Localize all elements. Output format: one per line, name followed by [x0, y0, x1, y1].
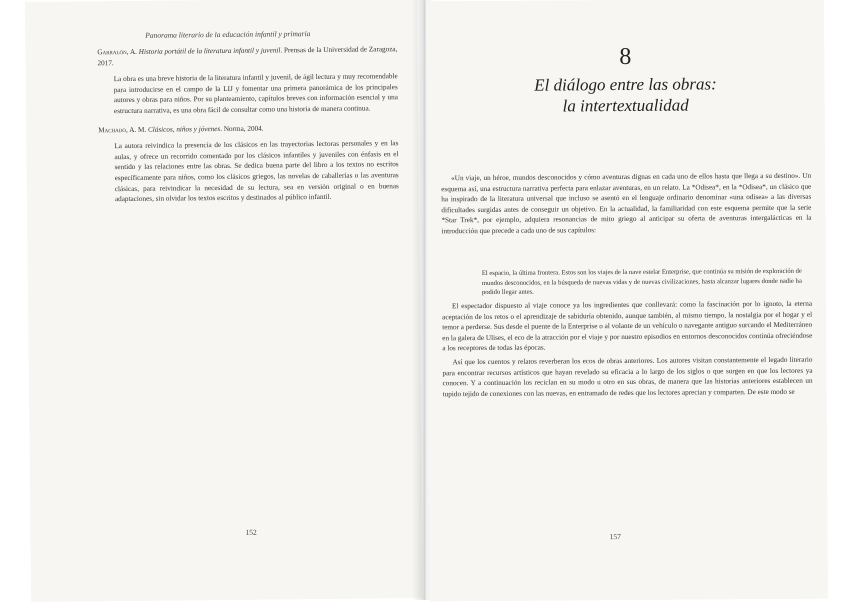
page-number: 157: [609, 532, 621, 542]
chapter-title-line-2: la intertextualidad: [562, 95, 689, 116]
reference-entry: [97, 44, 397, 68]
reference-title: Historia portátil de la literatura infantil y juvenil: [138, 46, 281, 56]
reference-title: Clásicos, niños y jóvenes: [147, 124, 221, 134]
body-paragraph: «Un viaje, un héroe, mundos desconocidos y cómo aventuras dignas en cada uno de ellos hasta que llega a su destino». Un esquema así, una estructura narrativa perfecta para enlazar aventuras, en un relato. La *Odisea*, en la *Odisea*, un clásico que ha inspirado de la literatura universal que incluso se asentó en el lenguaje ordinario denominar «una odisea» a las diversas dificultades surgidas antes de conseguir un objetivo. En la actualidad, la familiaridad con este esquema permite que la serie *Star Trek*, por ejemplo, adquiera resonancias de mito griego al anticipar su oferta de aventuras intergalácticas en la introducción que precede a cada uno de sus capítulos:: [441, 171, 812, 236]
block-quote: El espacio, la última frontera. Estos son los viajes de la nave estelar Enterprise, que continúa su misión de exploración de mundos desconocidos, en la búsqueda de nuevas vidas y de nuevas civilizaciones, hasta alcanzar lugares donde nadie ha podido llegar antes.: [481, 267, 802, 297]
reference-author: Machado, A. M.: [98, 125, 147, 134]
reference-entry: [98, 122, 398, 136]
reference-publisher: . Norma, 2004.: [220, 124, 264, 133]
body-paragraph: El espectador dispuesto al viaje conoce ya los ingredientes que conllevará: como la fascinación por lo ignoto, la eterna aceptación de los retos o el aprendizaje de sabiduría obtenido, aunque también, al mismo tiempo, la nostalgia por el hogar y el temor a perderse. Sus desde el puente de la Enterprise o al volante de un vehículo o navegante antiguo surcando el Mediterráneo en la galera de Ulises, el eco de la atracción por el viaje y por nuestro episodios en entornos desconocidos continúa ofreciéndose a los receptores de todas las épocas.: [442, 299, 813, 353]
reference-author: Garralón, A.: [97, 47, 138, 57]
chapter-title: [426, 73, 824, 118]
references-block: [97, 44, 399, 213]
reference-publisher: . Prensas de la Universidad de Zaragoza, 2017.: [97, 45, 398, 67]
running-head: Panorama literario de la educación infantil y primaria: [145, 29, 311, 40]
chapter-body-top: [441, 171, 811, 240]
body-paragraph: Así que los cuentos y relatos reverberan los ecos de obras anteriores. Los autores visitan constantemente el legado literario para encontrar recursos artísticos que hayan revelado su eficacia a lo largo de los siglos o que surgen en que los lectores ya conocen. Y a continuación los reciclan en su modo u otro en sus obras, de manera que las historias anteriores establecen un tupido tejido de conexiones con las nuevas, en entramado de redes que los lectores aprecian y comparten. De este modo se: [442, 355, 813, 399]
page-number: 152: [245, 527, 257, 537]
chapter-title-line-1: El diálogo entre las obras:: [534, 74, 717, 95]
left-page: [25, 0, 423, 602]
right-page: [426, 0, 828, 601]
reference-description: La autora reivindica la presencia de los clásicos en las trayectorias lectoras personales y en las aulas, y ofrece un recorrido comentado por los clásicos infantiles y juveniles con énfasis en el sentido y las relaciones entre las obras. Se dedica buena parte del libro a los textos no escritos específicamente para niños, como los clásicos griegos, las novelas de caballerías o las aventuras clásicas, para reivindicar la necesidad de su lectura, sea en versión original o en buenas adaptaciones, sin olvidar los textos escritos y destinados al público infantil.: [114, 139, 399, 204]
chapter-body-bottom: [442, 299, 813, 403]
reference-description: La obra es una breve historia de la literatura infantil y juvenil, de ágil lectura y muy recomendable para introducirse en el campo de la LIJ y fomentar una primera panorámica de los principales autores y obras para niños. Por su planteamiento, capítulos breves con información esencial y una estructura narrativa, es una obra fácil de consultar como una historia de manera continua.: [113, 72, 398, 116]
chapter-number: 8: [619, 43, 632, 71]
